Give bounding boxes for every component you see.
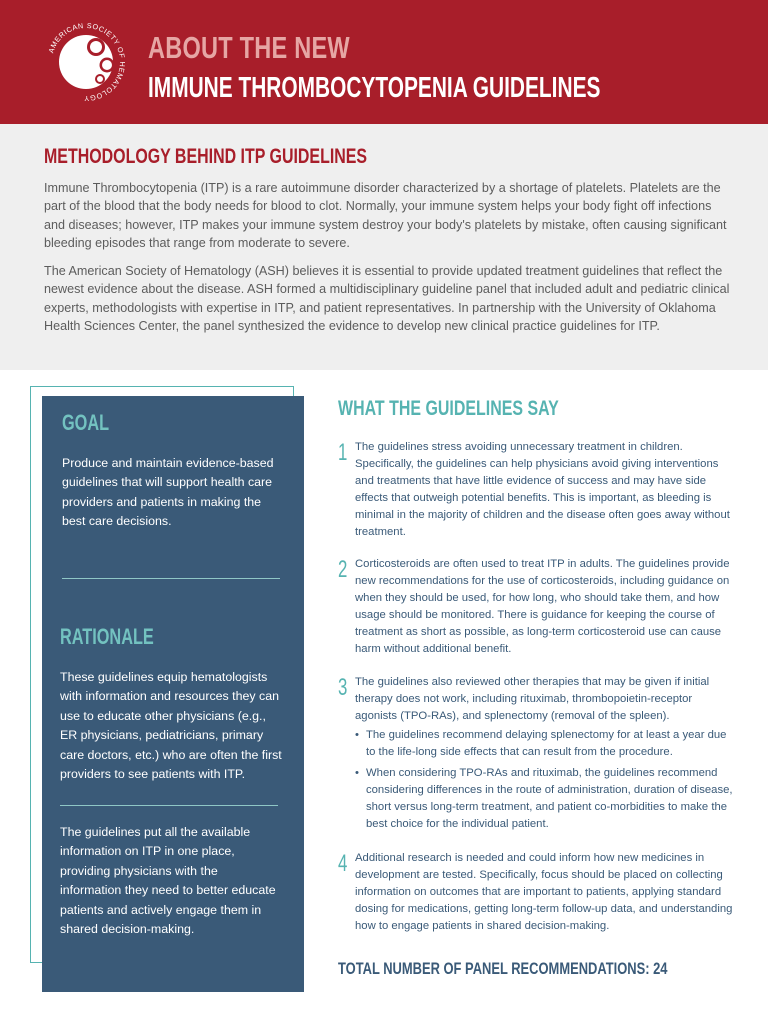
- sidebar-divider: [62, 578, 280, 579]
- item-number: 1: [338, 439, 348, 466]
- goal-title: GOAL: [62, 410, 110, 435]
- item-number: 3: [338, 674, 348, 701]
- item-number: 4: [338, 850, 348, 877]
- total-recommendations: TOTAL NUMBER OF PANEL RECOMMENDATIONS: 24: [338, 959, 668, 978]
- guideline-item-2: Corticosteroids are often used to treat ITP in adults. The guidelines provide new recommendations for the use of corticosteroids, including guidance on when they should be used, for how long, who should take them, and how usage should be monitored. There is guidance for keeping the course of treatment as short as possible, as long-term corticosteroid use can cause harm without additional benefit.: [355, 558, 730, 655]
- bullet-text: When considering TPO-RAs and rituximab, the guidelines recommend considering differences in the route of administration, duration of disease, short versus long-term treatment, and patient co-morbidities to make the best choice for the individual patient.: [366, 767, 733, 830]
- guideline-item-1: The guidelines stress avoiding unnecessary treatment in children. Specifically, the guidelines can help physicians avoid giving interventions and treatments that have little evidence of success and may have side effects that outweigh potential benefits. This is important, as bleeding is minimal in the majority of children and the disease often goes away without treatment.: [355, 441, 730, 538]
- ash-logo: [44, 20, 128, 104]
- sidebar-divider: [60, 805, 278, 806]
- header-title-line1: ABOUT THE NEW: [148, 30, 350, 65]
- bullet-dot: •: [355, 767, 359, 779]
- guidelines-title: WHAT THE GUIDELINES SAY: [338, 397, 559, 420]
- guideline-item-4: Additional research is needed and could inform how new medicines in development are tested. Specifically, focus should be placed on collecting information on outcomes that are important to patients, applying standard dosing for medications, getting long-term follow-up data, and understanding how to engage patients in shared decision-making.: [355, 852, 733, 932]
- rationale-title: RATIONALE: [60, 624, 154, 649]
- item-number: 2: [338, 556, 348, 583]
- guideline-bullet: [355, 727, 733, 761]
- methodology-paragraph-2: The American Society of Hematology (ASH) believes it is essential to provide updated treatment guidelines that reflect the newest evidence about the disease. ASH formed a multidisciplinary guideline panel that included adult and pediatric clinical experts, methodologists with expertise in ITP, and patient representatives. In partnership with the University of Oklahoma Health Sciences Center, the panel synthesized the evidence to develop new clinical practice guidelines for ITP.: [44, 264, 730, 334]
- methodology-title: METHODOLOGY BEHIND ITP GUIDELINES: [44, 145, 368, 168]
- rationale-text: These guidelines equip hematologists with information and resources they can use to educate other physicians (e.g., ER physicians, pediatricians, primary care doctors, etc.) who are often the first providers to see patients with ITP.: [60, 670, 282, 782]
- logo-text: AMERICAN SOCIETY OF HEMATOLOGY: [46, 20, 128, 104]
- bullet-dot: •: [355, 729, 359, 741]
- guideline-item-3: The guidelines also reviewed other therapies that may be given if initial therapy does not work, including rituximab, thrombopoietin-receptor agonists (TPO-RAs), and splenectomy (removal of the spleen).: [355, 676, 710, 722]
- guideline-bullet: [355, 765, 733, 833]
- methodology-paragraph-1: Immune Thrombocytopenia (ITP) is a rare autoimmune disorder characterized by a shortage of platelets. Platelets are the part of the blood that the body needs for blood to clot. Normally, your immune system helps your body fight off infections and diseases; however, ITP makes your immune system destroy your body's platelets by mistake, often causing significant bleeding episodes that range from moderate to severe.: [44, 181, 727, 251]
- bullet-text: The guidelines recommend delaying splenectomy for at least a year due to the life-long side effects that can result from the procedure.: [366, 729, 727, 758]
- header-title-line2: IMMUNE THROMBOCYTOPENIA GUIDELINES: [148, 72, 601, 104]
- sidebar-extra-text: The guidelines put all the available information on ITP in one place, providing physicians with the information they need to better educate patients and actively engage them in shared decision-making.: [60, 825, 276, 937]
- goal-text: Produce and maintain evidence-based guidelines that will support health care providers and patients in making the best care decisions.: [62, 456, 274, 529]
